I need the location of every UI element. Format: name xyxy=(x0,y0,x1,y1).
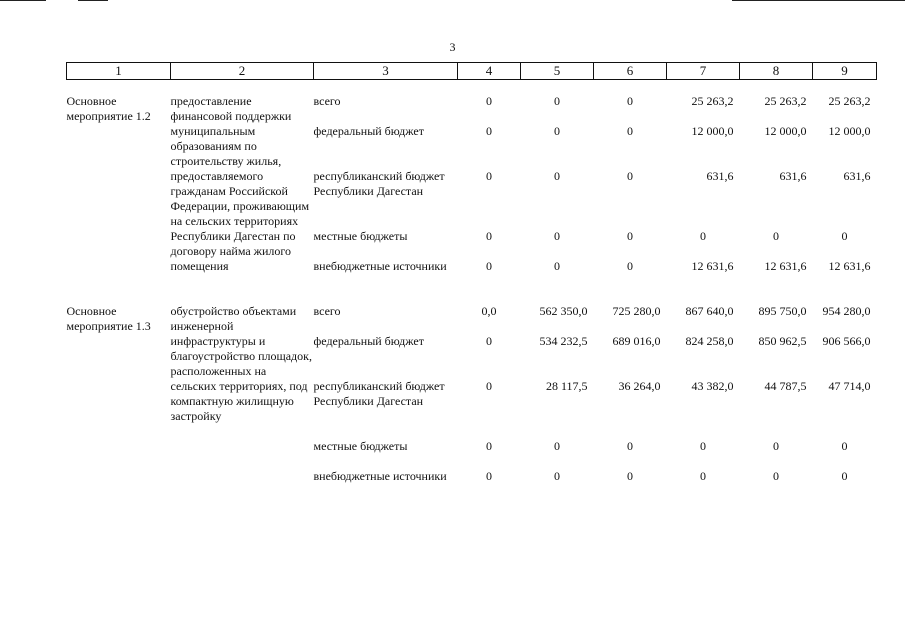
measure-description: предоставление финансовой поддержки муниципальным образованиям по строительству жилья, предоставляемого гражданам Российской Федерации, проживающим на сельских территориях Республики Дагестан по договору найма жилого помещения xyxy=(170,94,310,273)
value-cell: 954 280,0 xyxy=(822,304,871,318)
value-cell: 0 xyxy=(486,94,492,108)
value-cell: 0 xyxy=(486,334,492,348)
value-cell: 0 xyxy=(627,229,633,243)
value-cell: 0 xyxy=(773,469,779,483)
column-header-row xyxy=(67,63,877,80)
value-cell: 0 xyxy=(554,94,560,108)
value-cell: 0 xyxy=(773,229,779,243)
value-cell: 824 258,0 xyxy=(685,334,734,348)
value-cell: 562 350,0 xyxy=(539,304,588,318)
value-cell: 12 631,6 xyxy=(691,259,734,273)
top-right-scan-line xyxy=(732,0,905,1)
value-cell: 0 xyxy=(554,259,560,273)
value-cell: 12 000,0 xyxy=(828,124,871,138)
funding-source: внебюджетные источники xyxy=(313,469,447,483)
value-cell: 0 xyxy=(700,439,706,453)
value-cell: 0 xyxy=(486,379,492,393)
value-cell: 895 750,0 xyxy=(758,304,807,318)
measure-name: Основное мероприятие 1.2 xyxy=(66,94,151,123)
table-row xyxy=(67,304,877,334)
budget-table xyxy=(66,62,877,514)
column-header: 9 xyxy=(813,63,877,80)
value-cell: 631,6 xyxy=(843,169,871,183)
column-header: 3 xyxy=(314,63,458,80)
value-cell: 0 xyxy=(554,169,560,183)
value-cell: 0 xyxy=(486,439,492,453)
measure-description: обустройство объектами инженерной инфраструктуры и благоустройство площадок, расположенных на сельских территориях, под компактную жилищную застройку xyxy=(170,304,312,423)
value-cell: 47 714,0 xyxy=(828,379,871,393)
value-cell: 0 xyxy=(486,229,492,243)
value-cell: 0 xyxy=(627,94,633,108)
value-cell: 0 xyxy=(486,259,492,273)
value-cell: 0 xyxy=(627,469,633,483)
value-cell: 36 264,0 xyxy=(618,379,661,393)
column-header: 1 xyxy=(67,63,171,80)
value-cell: 0 xyxy=(841,439,848,453)
funding-source: федеральный бюджет xyxy=(313,124,424,138)
table-row xyxy=(67,94,877,124)
funding-source: всего xyxy=(313,94,341,108)
column-header: 4 xyxy=(458,63,521,80)
value-cell: 0 xyxy=(554,229,560,243)
value-cell: 0 xyxy=(486,169,492,183)
measure-name: Основное мероприятие 1.3 xyxy=(66,304,151,333)
value-cell: 850 962,5 xyxy=(758,334,807,348)
value-cell: 25 263,2 xyxy=(828,94,871,108)
value-cell: 0 xyxy=(554,469,560,483)
column-header: 5 xyxy=(521,63,594,80)
funding-source: местные бюджеты xyxy=(313,229,408,243)
value-cell: 0 xyxy=(627,169,633,183)
value-cell: 0 xyxy=(627,259,633,273)
value-cell: 12 000,0 xyxy=(691,124,734,138)
value-cell: 0 xyxy=(841,229,848,243)
value-cell: 25 263,2 xyxy=(691,94,734,108)
value-cell: 0 xyxy=(700,469,706,483)
funding-source: внебюджетные источники xyxy=(313,259,447,273)
value-cell: 0 xyxy=(554,439,560,453)
value-cell: 867 640,0 xyxy=(685,304,734,318)
value-cell: 12 000,0 xyxy=(764,124,807,138)
value-cell: 0 xyxy=(486,469,492,483)
value-cell: 12 631,6 xyxy=(828,259,871,273)
value-cell: 0 xyxy=(486,124,492,138)
funding-source: всего xyxy=(313,304,341,318)
column-header: 6 xyxy=(594,63,667,80)
value-cell: 25 263,2 xyxy=(764,94,807,108)
column-header: 7 xyxy=(667,63,740,80)
funding-source: республиканский бюджет Республики Дагестан xyxy=(313,169,445,198)
funding-source: республиканский бюджет Республики Дагестан xyxy=(313,379,445,408)
value-cell: 0 xyxy=(700,229,706,243)
funding-source: местные бюджеты xyxy=(313,439,408,453)
value-cell: 43 382,0 xyxy=(691,379,734,393)
column-header: 2 xyxy=(171,63,314,80)
value-cell: 631,6 xyxy=(779,169,807,183)
funding-source: федеральный бюджет xyxy=(313,334,424,348)
value-cell: 0,0 xyxy=(481,304,497,318)
value-cell: 534 232,5 xyxy=(539,334,588,348)
value-cell: 0 xyxy=(773,439,779,453)
value-cell: 44 787,5 xyxy=(764,379,807,393)
value-cell: 0 xyxy=(841,469,848,483)
column-header: 8 xyxy=(740,63,813,80)
value-cell: 12 631,6 xyxy=(764,259,807,273)
value-cell: 28 117,5 xyxy=(545,379,588,393)
page-number: 3 xyxy=(449,40,456,54)
value-cell: 689 016,0 xyxy=(612,334,661,348)
value-cell: 906 566,0 xyxy=(822,334,871,348)
top-mid-scan-line xyxy=(78,0,108,1)
value-cell: 725 280,0 xyxy=(612,304,661,318)
top-left-scan-line xyxy=(0,0,46,1)
value-cell: 0 xyxy=(627,124,633,138)
value-cell: 0 xyxy=(554,124,560,138)
value-cell: 631,6 xyxy=(706,169,734,183)
value-cell: 0 xyxy=(627,439,633,453)
